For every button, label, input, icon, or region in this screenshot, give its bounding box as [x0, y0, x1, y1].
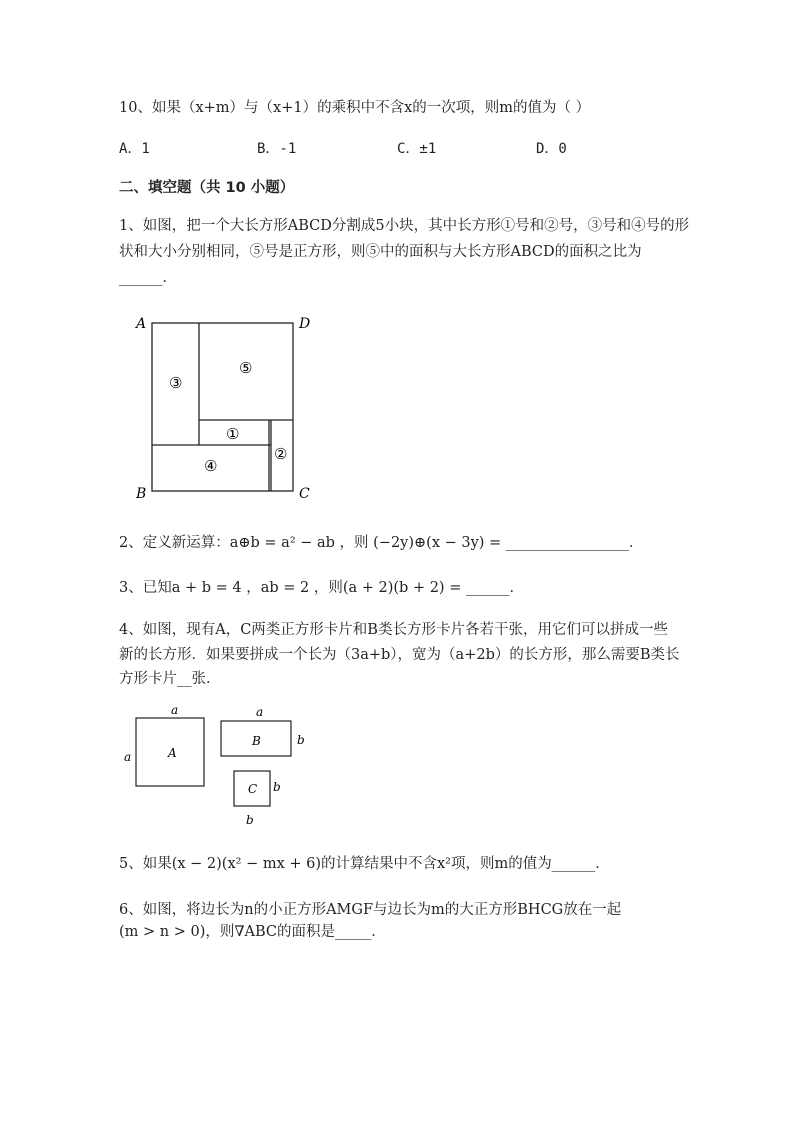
q6-line1: 6、如图，将边长为n的小正方形AMGF与边长为m的大正方形BHCG放在一起 — [119, 902, 622, 918]
card-c-right-label: b — [273, 780, 281, 794]
q4-line1: 4、如图，现有A，C两类正方形卡片和B类长方形卡片各若干张，用它们可以拼成一些 — [119, 622, 668, 638]
q10-text: 10、如果（x+m）与（x+1）的乘积中不含x的一次项，则m的值为（ ） — [119, 100, 591, 116]
piece-2: ② — [274, 445, 288, 463]
label-a: A — [136, 316, 147, 332]
label-d: D — [299, 316, 311, 332]
card-b-label: B — [252, 734, 261, 748]
q3-text: 3、已知a + b = 4 ，ab = 2 ，则(a + 2)(b + 2) = ______． — [119, 580, 524, 596]
card-b-right-label: b — [297, 733, 305, 747]
q4-line2: 新的长方形．如果要拼成一个长为（3a+b），宽为（a+2b）的长方形，那么需要B类长 — [119, 647, 680, 663]
label-b: B — [136, 486, 147, 502]
q10-option-a[interactable]: A．1 — [119, 141, 150, 157]
piece-5: ⑤ — [239, 359, 253, 377]
q1-line3: ______． — [119, 270, 177, 286]
outer-rect-abcd — [152, 323, 293, 491]
section-title: 二、填空题（共 10 小题） — [119, 180, 295, 196]
piece-4: ④ — [204, 457, 218, 475]
label-c: C — [299, 486, 310, 502]
piece-3: ③ — [169, 374, 183, 392]
q2-text: 2、定义新运算：a⊕b = a² − ab ，则 (−2y)⊕(x − 3y) = _________________． — [119, 535, 644, 551]
q10-option-c[interactable]: C．±1 — [397, 141, 437, 157]
card-b-top-label: a — [256, 705, 264, 719]
card-c-bottom-label: b — [246, 813, 254, 827]
piece-1: ① — [226, 425, 240, 443]
card-a-label: A — [168, 746, 177, 760]
q1-figure — [130, 308, 330, 508]
card-c-label: C — [248, 782, 258, 796]
q10-option-d[interactable]: D．0 — [536, 141, 567, 157]
card-a-top-label: a — [171, 703, 179, 717]
q1-line1: 1、如图，把一个大长方形ABCD分割成5小块，其中长方形①号和②号，③号和④号的形 — [119, 218, 690, 234]
q6-line2: (m > n > 0)，则∇ABC的面积是_____． — [119, 924, 386, 940]
q4-figure — [115, 700, 315, 830]
q5-text: 5、如果(x − 2)(x² − mx + 6)的计算结果中不含x²项，则m的值为______． — [119, 856, 610, 872]
q4-line3: 方形卡片__张． — [119, 671, 221, 687]
q1-line2: 状和大小分别相同，⑤号是正方形，则⑤中的面积与大长方形ABCD的面积之比为 — [119, 244, 642, 260]
q10-option-b[interactable]: B．-1 — [257, 141, 297, 157]
card-a-left-label: a — [124, 750, 132, 764]
